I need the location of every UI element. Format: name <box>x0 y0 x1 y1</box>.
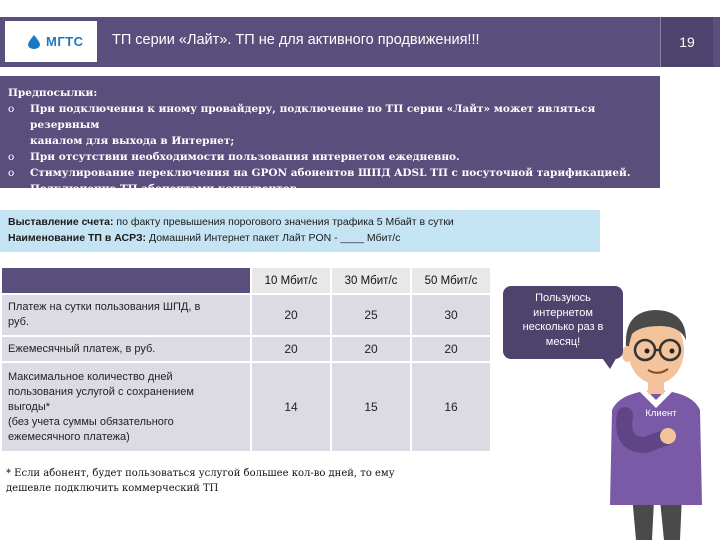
table-row <box>1 336 491 362</box>
premises-item <box>8 101 652 149</box>
footnote <box>6 466 446 496</box>
premises-text: Стимулирование переключения на GPON абонентов ШПД ADSL ТП с посуточной тарификацией. <box>30 167 631 179</box>
table-row <box>1 294 491 336</box>
premises-box <box>0 76 660 195</box>
logo-text: МГТС <box>46 34 84 49</box>
slide-number-box <box>660 17 713 67</box>
column-header: 50 Мбит/с <box>411 267 491 294</box>
tariff-name-label: Наименование ТП в АСРЗ: <box>8 232 147 244</box>
row-header-line: (без учета суммы обязательного <box>8 415 174 428</box>
tariff-name-line <box>8 230 592 246</box>
logo-drop-icon <box>27 35 41 49</box>
speech-bubble <box>503 286 623 359</box>
premises-text: При подключения к иному провайдеру, подключение по ТП серии «Лайт» может являться резервным <box>30 103 596 131</box>
mgts-logo <box>5 21 97 62</box>
row-header-line: руб. <box>8 316 29 328</box>
billing-text: по факту превышения порогового значения трафика 5 Мбайт в сутки <box>113 216 454 228</box>
table-cell: 14 <box>251 362 331 452</box>
tariff-name-text: Домашний Интернет пакет Лайт PON - ____ Мбит/с <box>146 232 401 244</box>
row-header <box>1 294 251 336</box>
table-cell: 25 <box>331 294 411 336</box>
footnote-line: дешевле подключить коммерческий ТП <box>6 483 219 494</box>
slide-title: ТП серии «Лайт». ТП не для активного продвижения!!! <box>112 32 480 48</box>
table-corner <box>1 267 251 294</box>
bubble-line: Пользуюсь <box>535 292 591 304</box>
row-header-line: Ежемесячный платеж, в руб. <box>8 342 156 355</box>
table-cell: 20 <box>411 336 491 362</box>
tariff-table <box>0 266 492 453</box>
table-cell: 20 <box>251 294 331 336</box>
table-cell: 16 <box>411 362 491 452</box>
premises-item <box>8 149 652 165</box>
billing-label: Выставление счета: <box>8 216 114 228</box>
footnote-line: * Если абонент, будет пользоваться услугой большее кол-во дней, то ему <box>6 468 395 479</box>
premises-item <box>8 165 652 197</box>
premises-heading: Предпосылки: <box>8 87 98 99</box>
slide-header <box>0 17 720 67</box>
slide-number: 19 <box>679 34 695 50</box>
table-cell: 30 <box>411 294 491 336</box>
premises-text: каналом для выхода в Интернет; <box>30 135 235 147</box>
premises-text: При отсутствии необходимости пользования интернетом ежедневно. <box>30 151 460 163</box>
table-cell: 20 <box>251 336 331 362</box>
bubble-line: интернетом <box>533 306 593 319</box>
bubble-line: месяц! <box>545 335 581 348</box>
row-header <box>1 362 251 452</box>
table-cell: 15 <box>331 362 411 452</box>
table-header-row <box>1 267 491 294</box>
bubble-line: несколько раз в <box>522 321 604 333</box>
row-header-line: ежемесячного платежа) <box>8 430 130 443</box>
bullet: o <box>8 103 15 115</box>
billing-line <box>8 214 592 230</box>
table-cell: 20 <box>331 336 411 362</box>
bullet: o <box>8 167 15 179</box>
speech-bubble-tail <box>600 355 618 369</box>
row-header-line: пользования услугой с сохранением <box>8 385 194 398</box>
table-row <box>1 362 491 452</box>
row-header-line: Максимальное количество дней <box>8 370 173 383</box>
row-header-line: выгоды* <box>8 400 51 413</box>
client-badge: Клиент <box>645 408 677 419</box>
premises-text: Подключение ТП абонентами конкурентов. <box>30 183 301 195</box>
billing-info-box <box>0 210 600 252</box>
row-header-line: Платеж на сутки пользования ШПД, в <box>8 301 201 313</box>
column-header: 30 Мбит/с <box>331 267 411 294</box>
row-header <box>1 336 251 362</box>
bullet: o <box>8 151 15 163</box>
column-header: 10 Мбит/с <box>251 267 331 294</box>
